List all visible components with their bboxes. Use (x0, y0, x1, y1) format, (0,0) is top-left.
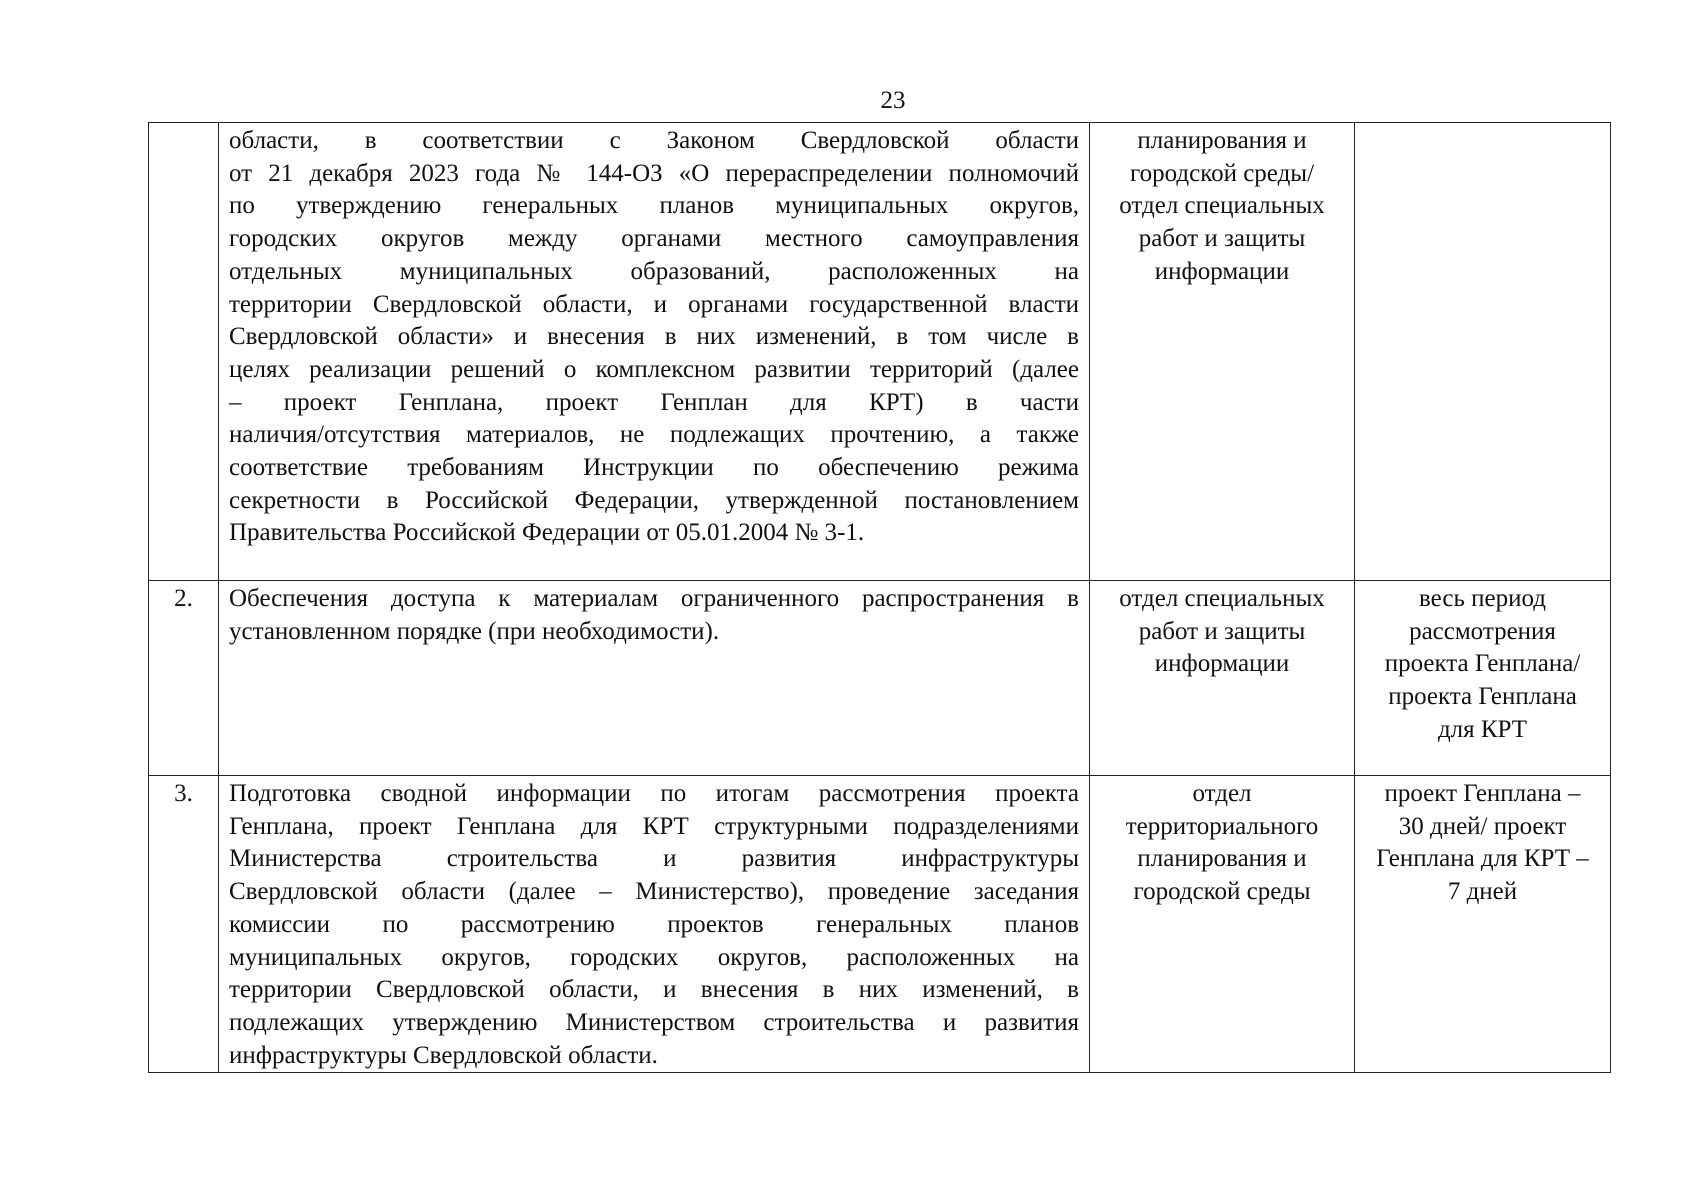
term-line: для КРТ (1437, 715, 1528, 743)
text-line: Генплана, проект Генплана для КРТ структурными подразделениями (229, 812, 1079, 840)
responsible-line: городской среды (1133, 878, 1311, 906)
row-responsible (1090, 123, 1355, 581)
responsible-line: отдел специальных (1119, 192, 1325, 220)
text-line: городских округов между органами местного самоуправления (229, 225, 1079, 253)
text-line: наличия/отсутствия материалов, не подлежащих прочтению, а также (229, 421, 1079, 449)
text-line: соответствие требованиям Инструкции по обеспечению режима (229, 454, 1079, 482)
table-row (149, 123, 1611, 581)
text-line: отдельных муниципальных образований, расположенных на (229, 257, 1079, 285)
responsible-line: городской среды/ (1129, 159, 1315, 187)
text-line: области, в соответствии с Законом Свердловской области (229, 127, 1079, 154)
row-description (219, 123, 1090, 581)
plan-table (148, 122, 1611, 1073)
row-term (1355, 776, 1611, 1073)
text-line: целях реализации решений о комплексном развитии территорий (далее (229, 355, 1079, 383)
text-line: Свердловской области» и внесения в них изменений, в том числе в (229, 323, 1079, 351)
responsible-line: территориального (1125, 812, 1319, 840)
text-line: муниципальных округов, городских округов, расположенных на (229, 943, 1079, 971)
responsible-line: информации (1154, 650, 1290, 678)
row-responsible (1090, 581, 1355, 776)
text-line: Правительства Российской Федерации от 05.01.2004 № 3-1. (229, 519, 865, 547)
term-line: 7 дней (1447, 878, 1518, 906)
row-number: 2. (149, 581, 219, 776)
term-line: проекта Генплана/ (1384, 650, 1581, 678)
row-term (1355, 581, 1611, 776)
text-line: комиссии по рассмотрению проектов генеральных планов (229, 910, 1079, 938)
term-line: проекта Генплана (1388, 683, 1577, 711)
text-line: установленном порядке (при необходимости). (229, 617, 720, 645)
responsible-line: работ и защиты (1138, 617, 1306, 645)
text-line: от 21 декабря 2023 года № 144-ОЗ «О перераспределении полномочий (229, 159, 1079, 187)
responsible-line: планирования и (1137, 845, 1307, 873)
text-line: Обеспечения доступа к материалам ограниченного распространения в (229, 585, 1079, 612)
text-line: – проект Генплана, проект Генплан для КРТ) в части (229, 388, 1079, 416)
text-line: Свердловской области (далее – Министерство), проведение заседания (229, 878, 1079, 906)
term-line: рассмотрения (1409, 617, 1556, 645)
text-line: Министерства строительства и развития инфраструктуры (229, 845, 1079, 873)
text-line: территории Свердловской области, и внесения в них изменений, в (229, 976, 1079, 1004)
term-line: 30 дней/ проект (1398, 812, 1567, 840)
text-line: секретности в Российской Федерации, утвержденной постановлением (229, 486, 1079, 514)
table-row (149, 776, 1611, 1073)
responsible-line: информации (1154, 257, 1290, 285)
responsible-line: планирования и (1137, 127, 1307, 154)
row-term (1355, 123, 1611, 581)
term-line: весь период (1419, 585, 1546, 612)
text-line: инфраструктуры Свердловской области. (229, 1041, 658, 1069)
row-number: 3. (149, 776, 219, 1073)
text-line: по утверждению генеральных планов муниципальных округов, (229, 192, 1079, 220)
page-number: 23 (880, 87, 906, 114)
row-description (219, 581, 1090, 776)
row-number (149, 123, 219, 581)
responsible-line: отдел (1192, 780, 1252, 807)
table-row (149, 581, 1611, 776)
term-line: Генплана для КРТ – (1376, 845, 1589, 873)
row-responsible (1090, 776, 1355, 1073)
responsible-line: отдел специальных (1119, 585, 1325, 612)
text-line: территории Свердловской области, и органами государственной власти (229, 290, 1079, 318)
term-line: проект Генплана – (1384, 780, 1581, 807)
responsible-line: работ и защиты (1138, 225, 1306, 253)
row-description (219, 776, 1090, 1073)
text-line: Подготовка сводной информации по итогам рассмотрения проекта (229, 780, 1079, 807)
text-line: подлежащих утверждению Министерством строительства и развития (229, 1008, 1079, 1036)
